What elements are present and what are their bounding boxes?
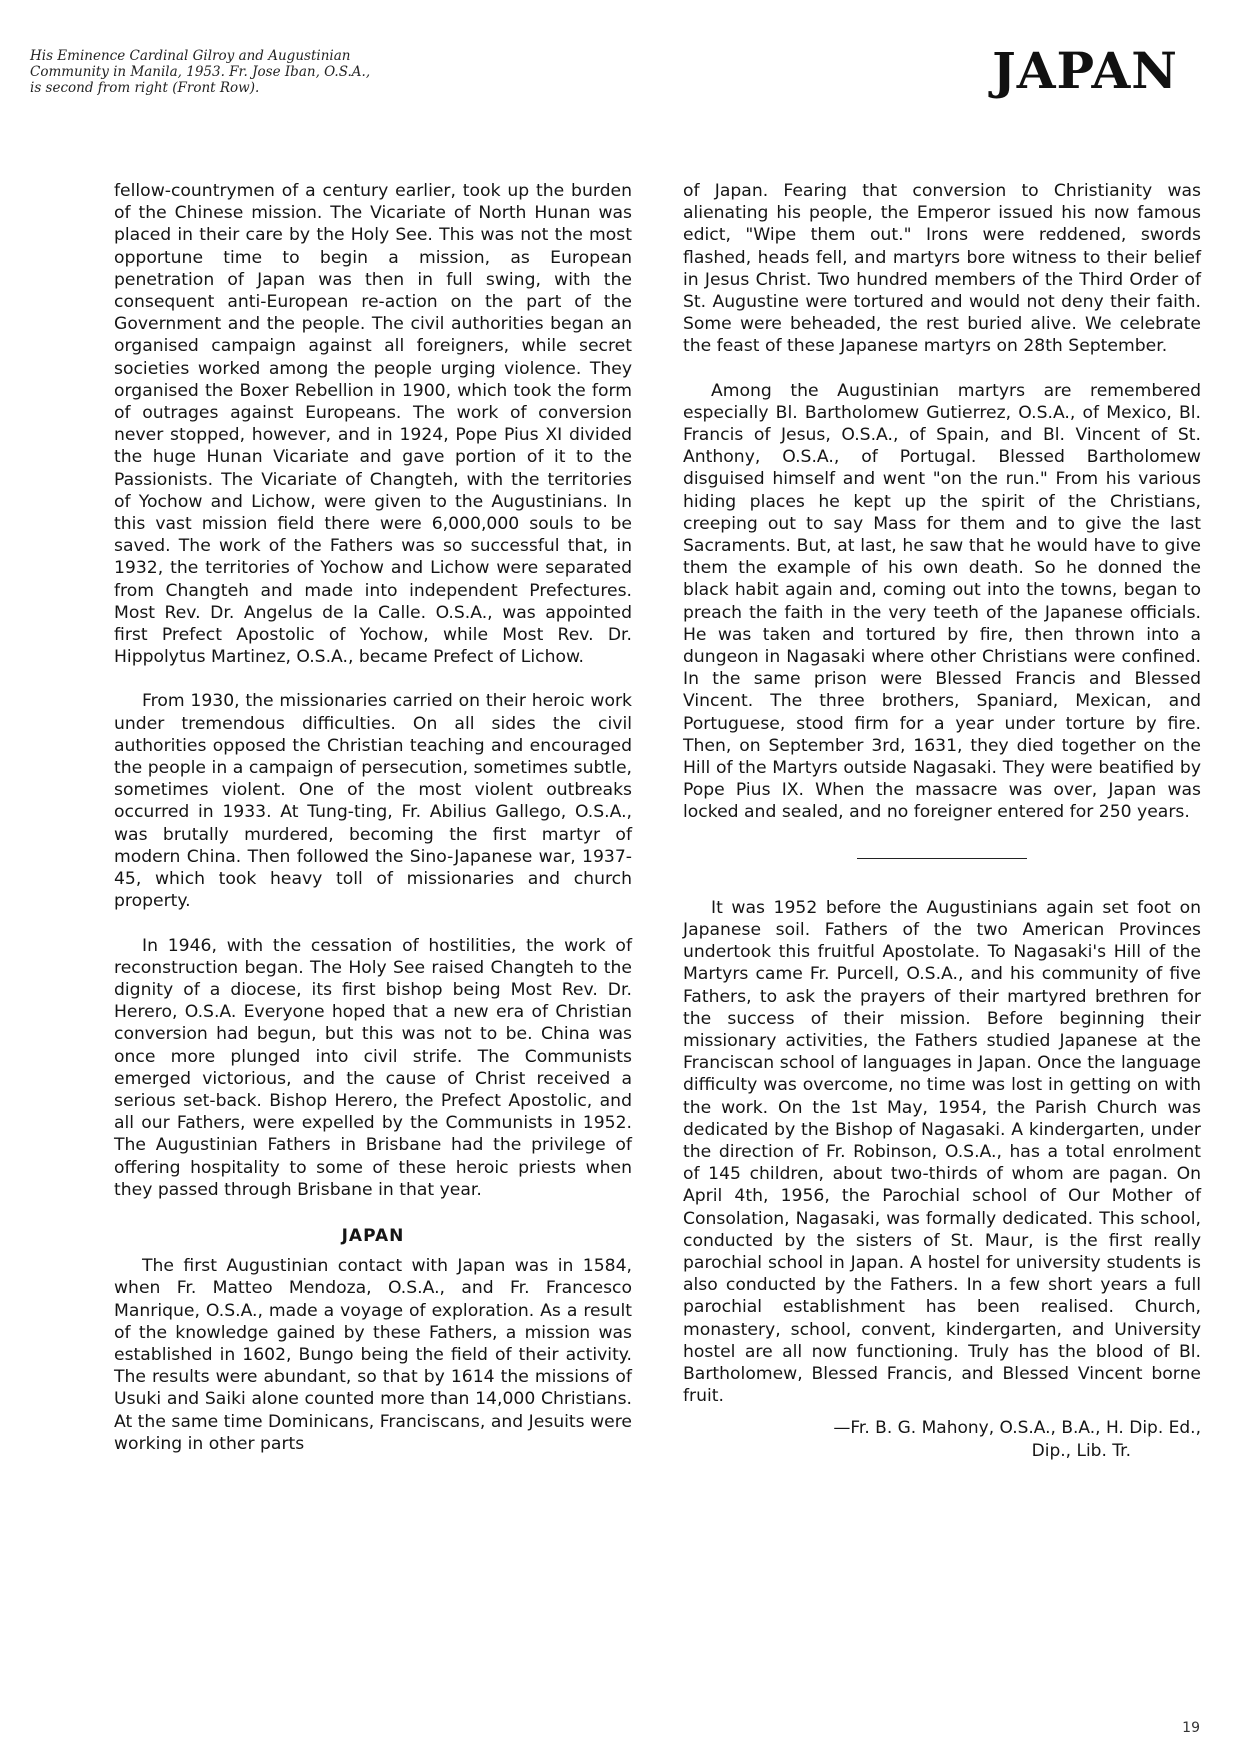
caption-line: Community in Manila, 1953. Fr. Jose Iban, O.S.A., — [30, 64, 371, 80]
right-column — [683, 180, 1201, 1463]
section-heading: JAPAN — [341, 1225, 405, 1246]
author-signature — [683, 1417, 1201, 1463]
paragraph: In 1946, with the cessation of hostilities, the work of reconstruction began. The Holy See raised Changteh to the dignity of a diocese, its first bishop being Most Rev. Dr. Herero, O.S.A. Everyone hoped that a new era of Christian conversion had begun, but this was not to be. China was once more plunged into civil strife. The Communists emerged victorious, and the cause of Christ received a serious set-back. Bishop Herero, the Prefect Apostolic, and all our Fathers, were expelled by the Communists in 1952. The Augustinian Fathers in Brisbane had the privilege of offering hospitality to some of these heroic priests when they passed through Brisbane in that year. — [114, 935, 632, 1200]
page-title: JAPAN — [992, 41, 1178, 100]
paragraph: It was 1952 before the Augustinians again set foot on Japanese soil. Fathers of the two American Provinces undertook this fruitful Apostolate. To Nagasaki's Hill of the Martyrs came Fr. Purcell, O.S.A., and his community of five Fathers, to ask the prayers of their martyred brethren for the success of their mission. Before beginning their missionary activities, the Fathers studied Japanese at the Franciscan school of languages in Japan. Once the language difficulty was overcome, no time was lost in getting on with the work. On the 1st May, 1954, the Parish Church was dedicated by the Bishop of Nagasaki. A kindergarten, under the direction of Fr. Robinson, O.S.A., has a total enrolment of 145 children, about two-thirds of whom are pagan. On April 4th, 1956, the Parochial school of Our Mother of Consolation, Nagasaki, was formally dedicated. This school, conducted by the sisters of St. Maur, is the first really parochial school in Japan. A hostel for university students is also conducted by the Fathers. In a few short years a full parochial establishment has been realised. Church, monastery, school, convent, kindergarten, and University hostel are all now functioning. Truly has the blood of Bl. Bartholomew, Blessed Francis, and Blessed Vincent borne fruit. — [683, 897, 1201, 1407]
paragraph: The first Augustinian contact with Japan was in 1584, when Fr. Matteo Mendoza, O.S.A., and Fr. Francesco Manrique, O.S.A., made a voyage of exploration. As a result of the knowledge gained by these Fathers, a mission was established in 1602, Bungo being the field of their activity. The results were abundant, so that by 1614 the missions of Usuki and Saiki alone counted more than 14,000 Christians. At the same time Dominicans, Franciscans, and Jesuits were working in other parts — [114, 1256, 632, 1454]
caption-line: His Eminence Cardinal Gilroy and Augustinian — [30, 48, 351, 64]
photo-caption — [30, 48, 550, 96]
paragraph: Among the Augustinian martyrs are remembered especially Bl. Bartholomew Gutierrez, O.S.A., of Mexico, Bl. Francis of Jesus, O.S.A., of Spain, and Bl. Vincent of St. Anthony, O.S.A., of Portugal. Blessed Bartholomew disguised himself and went "on the run." From his various hiding places he kept up the spirit of the Christians, creeping out to say Mass for them and to give the last Sacraments. But, at last, he saw that he would have to give them the example of his own death. So he donned the black habit again and, coming out into the towns, began to preach the faith in the very teeth of the Japanese officials. He was taken and tortured by fire, then thrown into a dungeon in Nagasaki where other Christians were confined. In the same prison were Blessed Francis and Blessed Vincent. The three brothers, Spaniard, Mexican, and Portuguese, stood firm for a year under torture by fire. Then, on September 3rd, 1631, they died together on the Hill of the Martyrs outside Nagasaki. They were beatified by Pope Pius IX. When the massacre was over, Japan was locked and sealed, and no foreigner entered for 250 years. — [683, 380, 1201, 823]
signature-line: Dip., Lib. Tr. — [1031, 1441, 1131, 1462]
caption-line: is second from right (Front Row). — [30, 80, 260, 96]
paragraph: From 1930, the missionaries carried on their heroic work under tremendous difficulties. On all sides the civil authorities opposed the Christian teaching and encouraged the people in a campaign of persecution, sometimes subtle, sometimes violent. One of the most violent outbreaks occurred in 1933. At Tung-ting, Fr. Abilius Gallego, O.S.A., was brutally murdered, becoming the first martyr of modern China. Then followed the Sino-Japanese war, 1937-45, which took heavy toll of missionaries and church property. — [114, 691, 632, 912]
page-number: 19 — [1182, 1720, 1200, 1736]
paragraph: of Japan. Fearing that conversion to Christianity was alienating his people, the Emperor issued his now famous edict, "Wipe them out." Irons were reddened, swords flashed, heads fell, and martyrs bore witness to their belief in Jesus Christ. Two hundred members of the Third Order of St. Augustine were tortured and would not deny their faith. Some were beheaded, the rest buried alive. We celebrate the feast of these Japanese martyrs on 28th September. — [683, 181, 1201, 357]
paragraph: fellow-countrymen of a century earlier, took up the burden of the Chinese mission. The Vicariate of North Hunan was placed in their care by the Holy See. This was not the most opportune time to begin a mission, as European penetration of Japan was then in full swing, with the consequent anti-European re-action on the part of the Government and the people. The civil authorities began an organised campaign against all foreigners, while secret societies worked among the people urging violence. They organised the Boxer Rebellion in 1900, which took the form of outrages against Europeans. The work of conversion never stopped, however, and in 1924, Pope Pius XI divided the huge Hunan Vicariate and gave portion of it to the Passionists. The Vicariate of Changteh, with the territories of Yochow and Lichow, were given to the Augustinians. In this vast mission field there were 6,000,000 souls to be saved. The work of the Fathers was so successful that, in 1932, the territories of Yochow and Lichow were separated from Changteh and made into independent Prefectures. Most Rev. Dr. Angelus de la Calle. O.S.A., was appointed first Prefect Apostolic of Yochow, while Most Rev. Dr. Hippolytus Martinez, O.S.A., became Prefect of Lichow. — [114, 181, 632, 668]
left-column — [114, 180, 632, 1455]
section-divider — [857, 858, 1027, 859]
signature-line: —Fr. B. G. Mahony, O.S.A., B.A., H. Dip. Ed., — [833, 1418, 1201, 1439]
